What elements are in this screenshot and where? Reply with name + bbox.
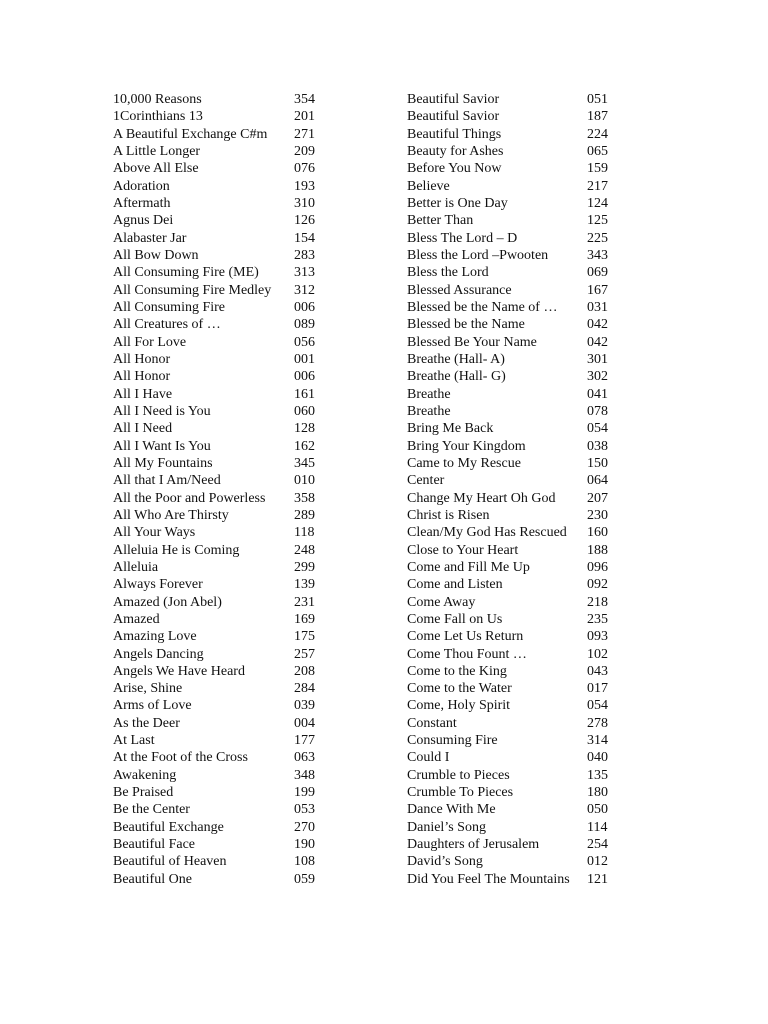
song-title: Bless the Lord –Pwooten — [407, 247, 549, 263]
song-title: Come Thou Fount … — [407, 646, 527, 662]
song-title: Christ is Risen — [407, 507, 490, 523]
song-number: 278 — [587, 715, 608, 731]
song-entry — [407, 351, 622, 368]
song-title: Amazed — [113, 611, 160, 627]
song-number: 056 — [294, 334, 315, 350]
song-entry — [113, 438, 328, 455]
song-number: 121 — [587, 871, 608, 887]
song-number: 031 — [587, 299, 608, 315]
song-title: All For Love — [113, 334, 187, 350]
song-title: Arms of Love — [113, 698, 192, 714]
song-number: 254 — [587, 837, 608, 853]
song-entry — [407, 697, 622, 714]
song-entry — [407, 646, 622, 663]
song-entry — [407, 611, 622, 628]
song-entry — [407, 316, 622, 333]
song-entry — [407, 455, 622, 472]
song-title: 1Corinthians 13 — [113, 109, 203, 125]
song-title: A Little Longer — [113, 143, 201, 159]
song-title: All Consuming Fire Medley — [113, 282, 272, 298]
song-entry — [407, 732, 622, 749]
song-number: 343 — [587, 247, 608, 263]
song-entry — [407, 784, 622, 801]
song-number: 302 — [587, 369, 608, 385]
song-title: Aftermath — [113, 195, 171, 211]
song-entry — [113, 559, 328, 576]
song-title: Before You Now — [407, 161, 502, 177]
song-number: 313 — [294, 265, 315, 281]
song-entry — [113, 611, 328, 628]
song-entry — [113, 247, 328, 264]
song-title: Above All Else — [113, 161, 199, 177]
song-entry — [113, 351, 328, 368]
song-number: 180 — [587, 785, 608, 801]
song-entry — [407, 282, 622, 299]
song-number: 201 — [294, 109, 315, 125]
song-entry — [113, 507, 328, 524]
song-title: Beautiful of Heaven — [113, 854, 227, 870]
song-title: Bring Me Back — [407, 421, 494, 437]
song-number: 289 — [294, 507, 315, 523]
song-title: Come to the King — [407, 663, 507, 679]
song-title: Better is One Day — [407, 195, 508, 211]
song-number: 208 — [294, 663, 315, 679]
song-title: Come Let Us Return — [407, 629, 524, 645]
song-entry — [113, 680, 328, 697]
song-number: 038 — [587, 438, 608, 454]
song-title: Crumble To Pieces — [407, 785, 514, 801]
song-title: Angels Dancing — [113, 646, 204, 662]
song-number: 012 — [587, 854, 608, 870]
song-entry — [113, 767, 328, 784]
song-number: 154 — [294, 230, 315, 246]
song-entry — [113, 576, 328, 593]
song-entry — [407, 749, 622, 766]
song-title: All My Fountains — [113, 455, 213, 471]
song-entry — [113, 594, 328, 611]
song-entry — [113, 108, 328, 125]
song-number: 160 — [587, 525, 608, 541]
song-entry — [407, 871, 622, 888]
song-number: 271 — [294, 126, 315, 142]
song-number: 167 — [587, 282, 608, 298]
song-title: Crumble to Pieces — [407, 767, 510, 783]
song-title: As the Deer — [113, 715, 180, 731]
song-number: 051 — [587, 92, 608, 107]
song-entry — [407, 438, 622, 455]
song-number: 248 — [294, 542, 315, 558]
song-number: 310 — [294, 195, 315, 211]
song-entry — [113, 368, 328, 385]
song-title: All I Want Is You — [113, 438, 211, 454]
song-entry — [407, 108, 622, 125]
song-entry — [407, 91, 622, 108]
song-title: Change My Heart Oh God — [407, 490, 556, 506]
song-number: 161 — [294, 386, 315, 402]
song-number: 076 — [294, 161, 315, 177]
song-entry — [407, 126, 622, 143]
song-number: 225 — [587, 230, 608, 246]
song-title: Come to the Water — [407, 681, 512, 697]
song-list-column-right — [407, 91, 622, 888]
song-entry — [407, 230, 622, 247]
song-number: 059 — [294, 871, 315, 887]
song-entry — [407, 386, 622, 403]
song-entry — [113, 230, 328, 247]
song-number: 175 — [294, 629, 315, 645]
song-entry — [407, 472, 622, 489]
song-entry — [113, 126, 328, 143]
song-title: Alleluia He is Coming — [113, 542, 240, 558]
song-entry — [113, 732, 328, 749]
song-title: Arise, Shine — [113, 681, 183, 697]
song-title: All Bow Down — [113, 247, 199, 263]
song-entry — [113, 524, 328, 541]
song-number: 283 — [294, 247, 315, 263]
song-title: Be Praised — [113, 785, 174, 801]
song-title: Awakening — [113, 767, 177, 783]
song-entry — [113, 178, 328, 195]
song-number: 187 — [587, 109, 608, 125]
song-number: 064 — [587, 473, 608, 489]
song-entry — [113, 91, 328, 108]
song-number: 004 — [294, 715, 315, 731]
song-entry — [407, 299, 622, 316]
song-title: Beautiful Face — [113, 837, 196, 853]
song-entry — [407, 559, 622, 576]
song-entry — [407, 195, 622, 212]
song-entry — [407, 490, 622, 507]
song-title: Always Forever — [113, 577, 203, 593]
song-entry — [407, 160, 622, 177]
song-entry — [407, 420, 622, 437]
song-entry — [407, 576, 622, 593]
song-number: 010 — [294, 473, 315, 489]
song-entry — [407, 143, 622, 160]
song-number: 199 — [294, 785, 315, 801]
song-entry — [113, 715, 328, 732]
song-entry — [113, 403, 328, 420]
song-entry — [113, 212, 328, 229]
song-title: Bless the Lord — [407, 265, 489, 281]
song-number: 069 — [587, 265, 608, 281]
song-title: All I Have — [113, 386, 173, 402]
song-title: All Honor — [113, 351, 171, 367]
song-number: 017 — [587, 681, 608, 697]
song-number: 053 — [294, 802, 315, 818]
song-title: Blessed Assurance — [407, 282, 512, 298]
song-number: 060 — [294, 403, 315, 419]
song-number: 135 — [587, 767, 608, 783]
song-entry — [407, 524, 622, 541]
song-title: Could I — [407, 750, 450, 766]
song-entry — [113, 264, 328, 281]
song-entry — [113, 784, 328, 801]
song-number: 177 — [294, 733, 315, 749]
song-number: 314 — [587, 733, 608, 749]
song-number: 235 — [587, 611, 608, 627]
song-title: Breathe — [407, 386, 451, 402]
song-number: 089 — [294, 317, 315, 333]
song-number: 207 — [587, 490, 608, 506]
song-number: 270 — [294, 819, 315, 835]
song-entry — [113, 836, 328, 853]
song-number: 348 — [294, 767, 315, 783]
song-entry — [113, 282, 328, 299]
song-title: Bring Your Kingdom — [407, 438, 526, 454]
song-number: 284 — [294, 681, 315, 697]
song-entry — [407, 542, 622, 559]
song-title: David’s Song — [407, 854, 483, 870]
song-title: Amazing Love — [113, 629, 197, 645]
song-entry — [113, 871, 328, 888]
song-number: 092 — [587, 577, 608, 593]
song-title: All Your Ways — [113, 525, 196, 541]
song-title: Come Away — [407, 594, 476, 610]
song-title: Did You Feel The Mountains — [407, 871, 570, 887]
song-entry — [407, 628, 622, 645]
song-number: 231 — [294, 594, 315, 610]
song-entry — [407, 247, 622, 264]
song-entry — [113, 853, 328, 870]
song-title: Beautiful Savior — [407, 92, 500, 107]
song-title: Came to My Rescue — [407, 455, 521, 471]
song-title: At Last — [113, 733, 155, 749]
song-title: Clean/My God Has Rescued — [407, 525, 567, 541]
song-number: 042 — [587, 334, 608, 350]
song-number: 096 — [587, 559, 608, 575]
song-title: Better Than — [407, 213, 474, 229]
song-title: Angels We Have Heard — [113, 663, 245, 679]
song-number: 209 — [294, 143, 315, 159]
song-entry — [113, 334, 328, 351]
song-entry — [407, 836, 622, 853]
song-title: Consuming Fire — [407, 733, 498, 749]
song-number: 118 — [294, 525, 315, 541]
song-number: 114 — [587, 819, 608, 835]
song-number: 224 — [587, 126, 608, 142]
song-entry — [113, 801, 328, 818]
song-number: 043 — [587, 663, 608, 679]
song-number: 354 — [294, 92, 315, 107]
song-number: 358 — [294, 490, 315, 506]
song-title: All Who Are Thirsty — [113, 507, 229, 523]
song-entry — [407, 403, 622, 420]
song-number: 190 — [294, 837, 315, 853]
song-number: 078 — [587, 403, 608, 419]
song-number: 230 — [587, 507, 608, 523]
song-number: 162 — [294, 438, 315, 454]
song-title: Breathe — [407, 403, 451, 419]
song-title: Come Fall on Us — [407, 611, 503, 627]
song-title: All Consuming Fire (ME) — [113, 265, 259, 281]
song-title: All the Poor and Powerless — [113, 490, 266, 506]
song-title: Beautiful One — [113, 871, 192, 887]
song-title: Beautiful Savior — [407, 109, 500, 125]
song-entry — [113, 420, 328, 437]
song-number: 093 — [587, 629, 608, 645]
song-number: 065 — [587, 143, 608, 159]
song-title: All Consuming Fire — [113, 299, 226, 315]
song-number: 169 — [294, 611, 315, 627]
song-number: 063 — [294, 750, 315, 766]
song-number: 006 — [294, 299, 315, 315]
song-entry — [407, 507, 622, 524]
song-number: 126 — [294, 213, 315, 229]
song-number: 054 — [587, 698, 608, 714]
song-title: Constant — [407, 715, 457, 731]
song-entry — [113, 143, 328, 160]
song-entry — [407, 178, 622, 195]
song-number: 188 — [587, 542, 608, 558]
song-entry — [407, 594, 622, 611]
song-title: All Honor — [113, 369, 171, 385]
song-number: 193 — [294, 178, 315, 194]
song-number: 108 — [294, 854, 315, 870]
song-title: Believe — [407, 178, 450, 194]
song-entry — [113, 646, 328, 663]
song-entry — [407, 680, 622, 697]
song-list-column-left — [113, 91, 328, 888]
song-title: Breathe (Hall- G) — [407, 369, 506, 385]
song-number: 150 — [587, 455, 608, 471]
song-number: 050 — [587, 802, 608, 818]
song-entry — [407, 715, 622, 732]
song-title: Adoration — [113, 178, 170, 194]
song-entry — [113, 195, 328, 212]
song-number: 139 — [294, 577, 315, 593]
song-entry — [113, 749, 328, 766]
song-entry — [113, 386, 328, 403]
song-title: Alabaster Jar — [113, 230, 187, 246]
song-title: Come, Holy Spirit — [407, 698, 511, 714]
song-entry — [407, 819, 622, 836]
song-title: All I Need is You — [113, 403, 211, 419]
song-entry — [113, 490, 328, 507]
song-entry — [113, 542, 328, 559]
song-number: 040 — [587, 750, 608, 766]
song-entry — [113, 663, 328, 680]
song-number: 054 — [587, 421, 608, 437]
song-title: Dance With Me — [407, 802, 496, 818]
song-title: All Creatures of … — [113, 317, 221, 333]
song-entry — [407, 264, 622, 281]
song-number: 217 — [587, 178, 608, 194]
song-title: Center — [407, 473, 445, 489]
song-title: Blessed be the Name of … — [407, 299, 558, 315]
song-number: 102 — [587, 646, 608, 662]
song-title: Bless The Lord – D — [407, 230, 518, 246]
song-number: 006 — [294, 369, 315, 385]
song-entry — [407, 767, 622, 784]
song-number: 301 — [587, 351, 608, 367]
song-entry — [113, 819, 328, 836]
song-number: 041 — [587, 386, 608, 402]
song-entry — [407, 334, 622, 351]
song-title: Come and Fill Me Up — [407, 559, 530, 575]
song-entry — [407, 801, 622, 818]
song-entry — [407, 368, 622, 385]
song-title: At the Foot of the Cross — [113, 750, 248, 766]
song-title: Beautiful Things — [407, 126, 502, 142]
song-number: 218 — [587, 594, 608, 610]
song-title: Breathe (Hall- A) — [407, 351, 505, 367]
song-title: Blessed be the Name — [407, 317, 525, 333]
song-number: 124 — [587, 195, 608, 211]
song-title: Daughters of Jerusalem — [407, 837, 540, 853]
song-title: Amazed (Jon Abel) — [113, 594, 222, 610]
song-title: Daniel’s Song — [407, 819, 486, 835]
song-title: Beautiful Exchange — [113, 819, 224, 835]
song-entry — [407, 212, 622, 229]
song-number: 159 — [587, 161, 608, 177]
song-title: Be the Center — [113, 802, 190, 818]
song-title: Alleluia — [113, 559, 159, 575]
song-entry — [113, 316, 328, 333]
song-number: 001 — [294, 351, 315, 367]
song-number: 345 — [294, 455, 315, 471]
song-title: A Beautiful Exchange C#m — [113, 126, 268, 142]
song-number: 042 — [587, 317, 608, 333]
song-title: 10,000 Reasons — [113, 92, 202, 107]
song-number: 125 — [587, 213, 608, 229]
song-title: Close to Your Heart — [407, 542, 519, 558]
song-entry — [113, 455, 328, 472]
song-entry — [113, 697, 328, 714]
song-number: 039 — [294, 698, 315, 714]
song-entry — [113, 472, 328, 489]
song-title: Come and Listen — [407, 577, 503, 593]
song-entry — [113, 160, 328, 177]
song-entry — [113, 628, 328, 645]
song-number: 299 — [294, 559, 315, 575]
song-entry — [407, 663, 622, 680]
song-title: Beauty for Ashes — [407, 143, 504, 159]
song-title: All I Need — [113, 421, 173, 437]
song-title: Agnus Dei — [113, 213, 174, 229]
song-entry — [113, 299, 328, 316]
song-number: 257 — [294, 646, 315, 662]
song-number: 312 — [294, 282, 315, 298]
song-number: 128 — [294, 421, 315, 437]
song-entry — [407, 853, 622, 870]
song-title: All that I Am/Need — [113, 473, 221, 489]
song-title: Blessed Be Your Name — [407, 334, 537, 350]
